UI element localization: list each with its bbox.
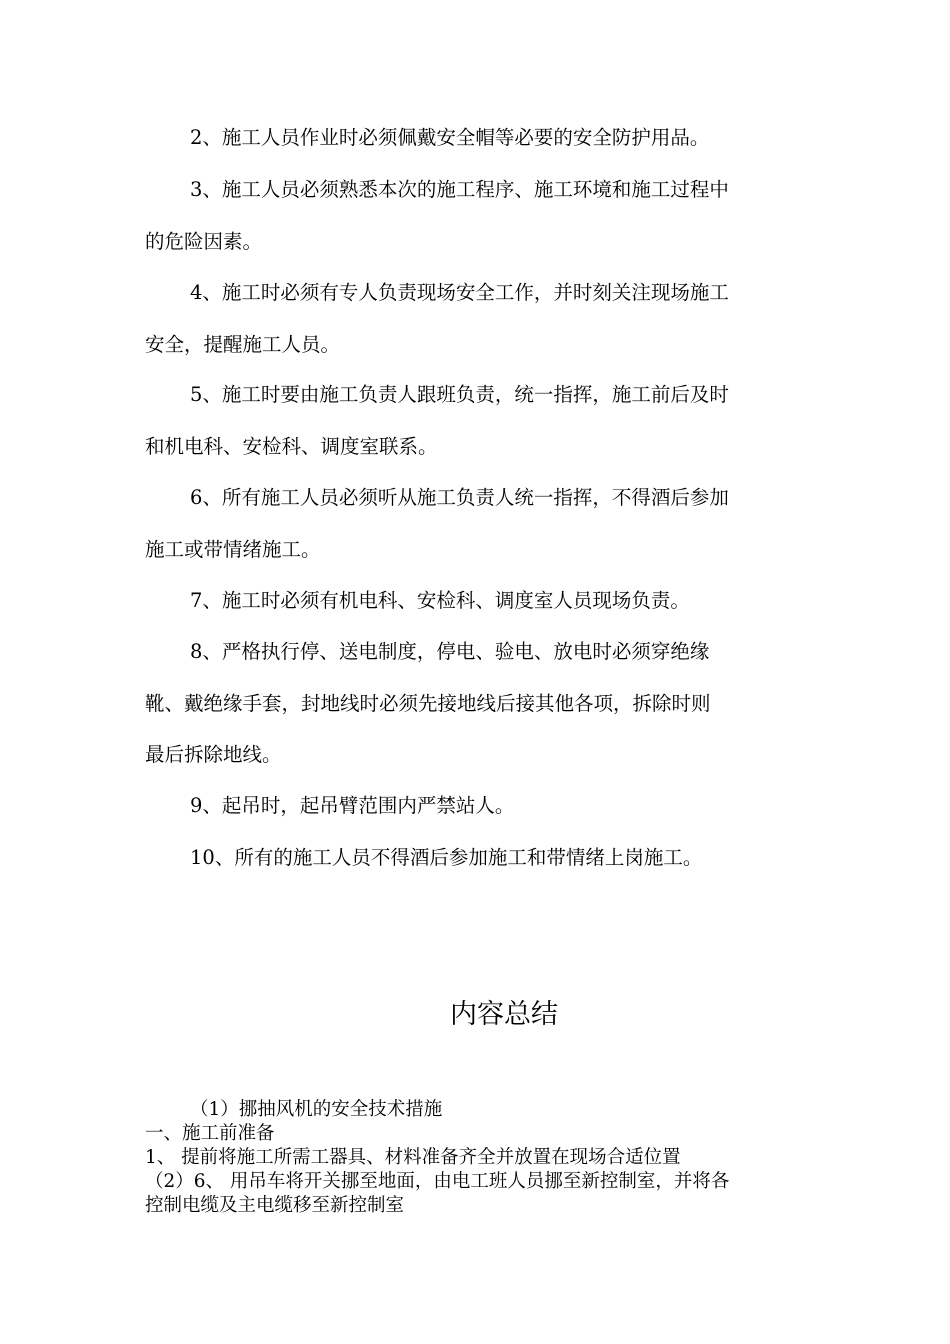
paragraph-6 xyxy=(145,472,810,575)
summary-line: 一、施工前准备 xyxy=(145,1123,275,1144)
paragraph-line: 7、施工时必须有机电科、安检科、调度室人员现场负责。 xyxy=(190,589,690,612)
paragraph-10 xyxy=(145,832,810,884)
paragraph-line: 5、施工时要由施工负责人跟班负责，统一指挥，施工前后及时 xyxy=(190,383,729,406)
summary-line: （2）6、 用吊车将开关挪至地面，由电工班人员挪至新控制室，并将各 xyxy=(145,1171,730,1192)
paragraph-line: 10、所有的施工人员不得酒后参加施工和带情绪上岗施工。 xyxy=(190,846,703,869)
summary-line: 1、 提前将施工所需工器具、材料准备齐全并放置在现场合适位置 xyxy=(145,1147,681,1168)
paragraph-3 xyxy=(145,164,810,267)
paragraph-2 xyxy=(145,112,810,164)
paragraph-7 xyxy=(145,575,810,627)
paragraph-line: 4、施工时必须有专人负责现场安全工作，并时刻关注现场施工 xyxy=(190,281,729,304)
paragraph-line: 安全，提醒施工人员。 xyxy=(145,332,341,356)
paragraph-line: 的危险因素。 xyxy=(145,229,263,253)
paragraph-line: 9、起吊时，起吊臂范围内严禁站人。 xyxy=(190,794,515,817)
paragraph-line: 靴、戴绝缘手套，封地线时必须先接地线后接其他各项，拆除时则 xyxy=(145,691,711,715)
paragraph-8 xyxy=(145,626,810,781)
paragraph-line: 最后拆除地线。 xyxy=(145,743,282,766)
summary-title: 内容总结 xyxy=(450,999,558,1030)
summary-line: （1）挪抽风机的安全技术措施 xyxy=(190,1099,443,1120)
paragraph-5 xyxy=(145,369,810,472)
paragraph-9 xyxy=(145,780,810,832)
paragraph-line: 和机电科、安检科、调度室联系。 xyxy=(145,434,438,458)
summary-line: 控制电缆及主电缆移至新控制室 xyxy=(145,1195,405,1216)
paragraph-line: 8、严格执行停、送电制度，停电、验电、放电时必须穿绝缘 xyxy=(190,640,710,663)
paragraph-4 xyxy=(145,267,810,370)
paragraph-line: 3、施工人员必须熟悉本次的施工程序、施工环境和施工过程中 xyxy=(190,178,729,201)
paragraph-line: 6、所有施工人员必须听从施工负责人统一指挥，不得酒后参加 xyxy=(190,486,729,509)
paragraph-line: 施工或带情绪施工。 xyxy=(145,537,321,561)
paragraph-line: 2、施工人员作业时必须佩戴安全帽等必要的安全防护用品。 xyxy=(190,126,710,149)
